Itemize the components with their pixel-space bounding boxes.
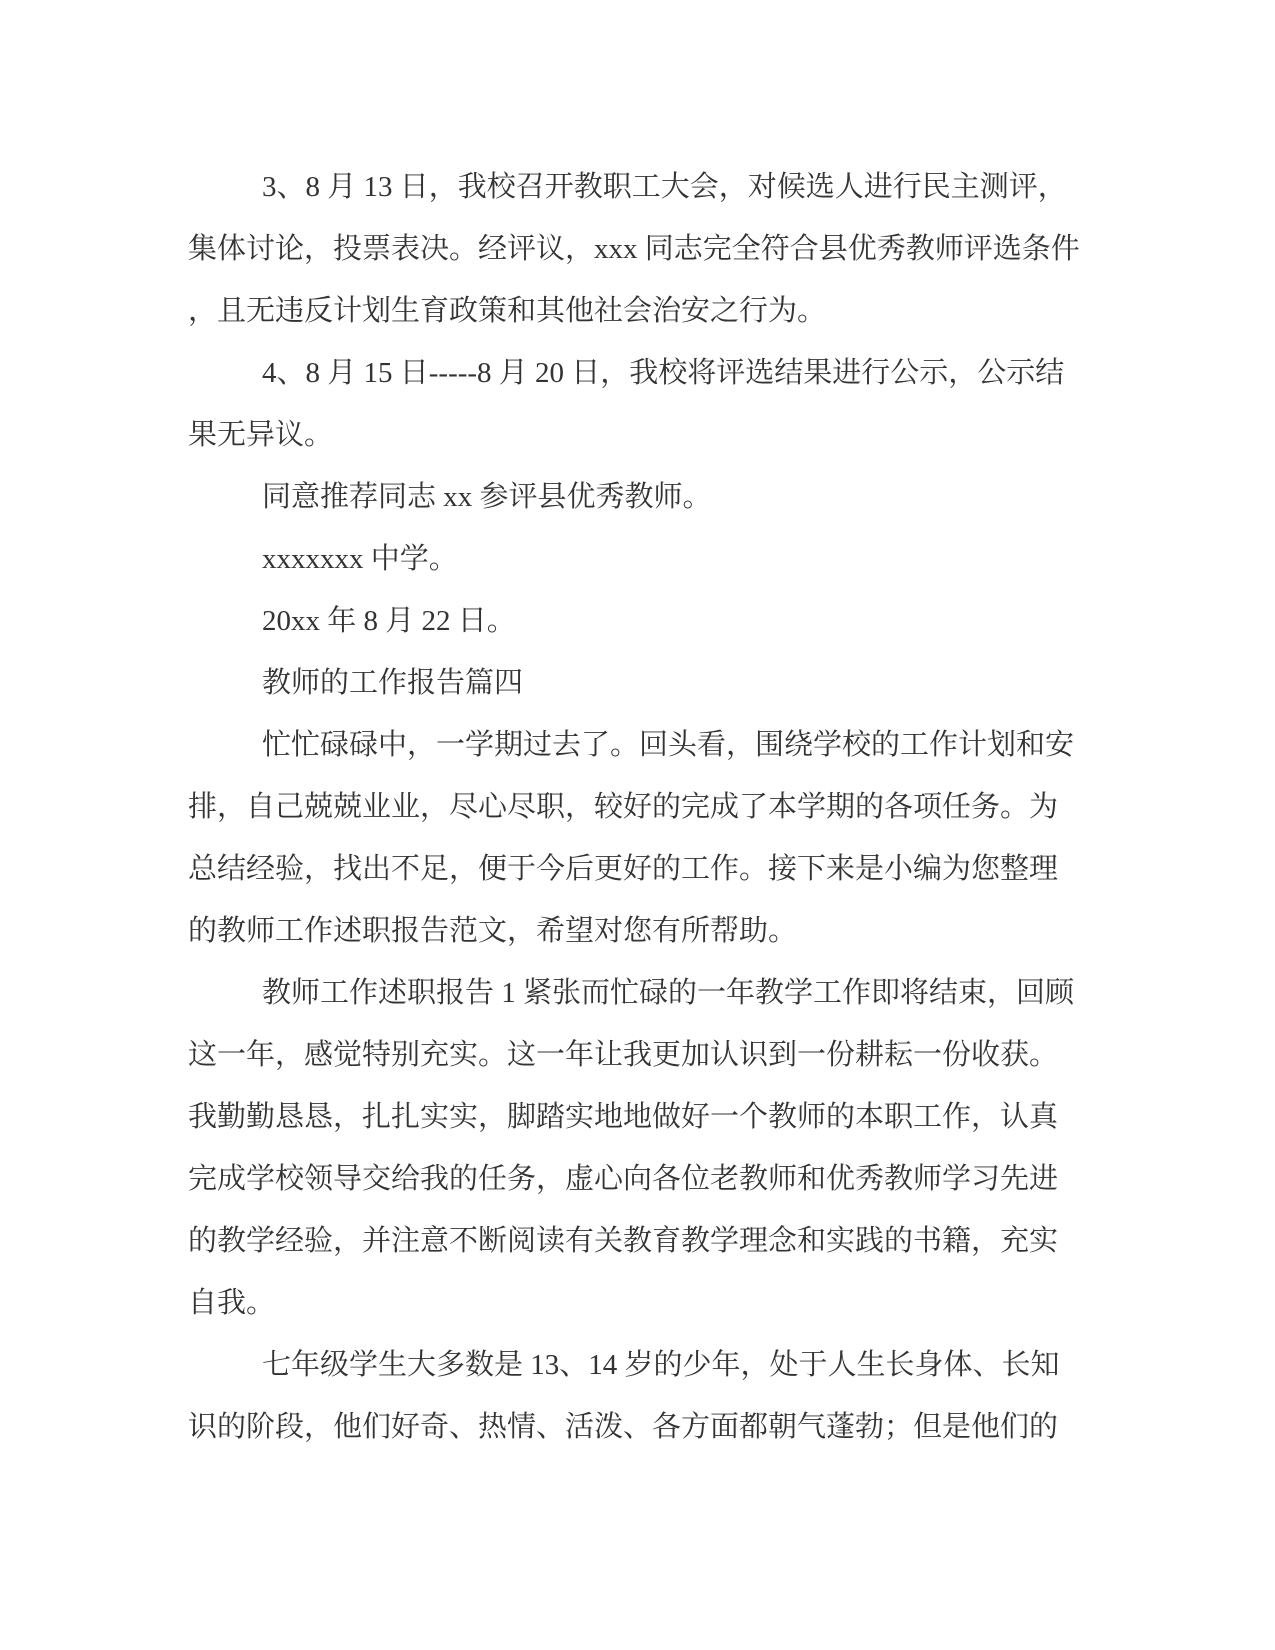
text-line: 教师工作述职报告 1 紧张而忙碌的一年教学工作即将结束，回顾 [262,977,1075,1009]
text-line: 排，自己兢兢业业，尽心尽职，较好的完成了本学期的各项任务。为 [188,791,1059,823]
text-line: 七年级学生大多数是 13、14 岁的少年，处于人生长身体、长知 [262,1349,1060,1381]
text-line: 这一年，感觉特别充实。这一年让我更加认识到一份耕耘一份收获。 [188,1039,1059,1071]
text-line: ，且无违反计划生育政策和其他社会治安之行为。 [188,295,827,327]
text-line: 20xx 年 8 月 22 日。 [262,605,516,637]
text-line: 的教学经验，并注意不断阅读有关教育教学理念和实践的书籍，充实 [188,1225,1059,1257]
text-line: 完成学校领导交给我的任务，虚心向各位老教师和优秀教师学习先进 [188,1163,1059,1195]
text-line: 4、8 月 15 日-----8 月 20 日，我校将评选结果进行公示，公示结 [262,357,1065,389]
text-line: 忙忙碌碌中，一学期过去了。回头看，围绕学校的工作计划和安 [262,729,1075,761]
text-line: 自我。 [188,1287,276,1319]
text-line: 3、8 月 13 日，我校召开教职工大会，对候选人进行民主测评， [262,171,1067,203]
text-line: 我勤勤恳恳，扎扎实实，脚踏实地地做好一个教师的本职工作，认真 [188,1101,1059,1133]
text-line section-heading: 教师的工作报告篇四 [262,667,524,699]
text-line: xxxxxxx 中学。 [262,543,458,575]
text-line: 同意推荐同志 xx 参评县优秀教师。 [262,481,712,513]
text-line: 总结经验，找出不足，便于今后更好的工作。接下来是小编为您整理 [188,853,1059,885]
document-text-block [188,156,1080,1458]
text-line: 识的阶段，他们好奇、热情、活泼、各方面都朝气蓬勃；但是他们的 [188,1411,1059,1443]
text-line: 集体讨论，投票表决。经评议，xxx 同志完全符合县优秀教师评选条件 [188,233,1080,265]
text-line: 的教师工作述职报告范文，希望对您有所帮助。 [188,915,798,947]
text-line: 果无异议。 [188,419,334,451]
